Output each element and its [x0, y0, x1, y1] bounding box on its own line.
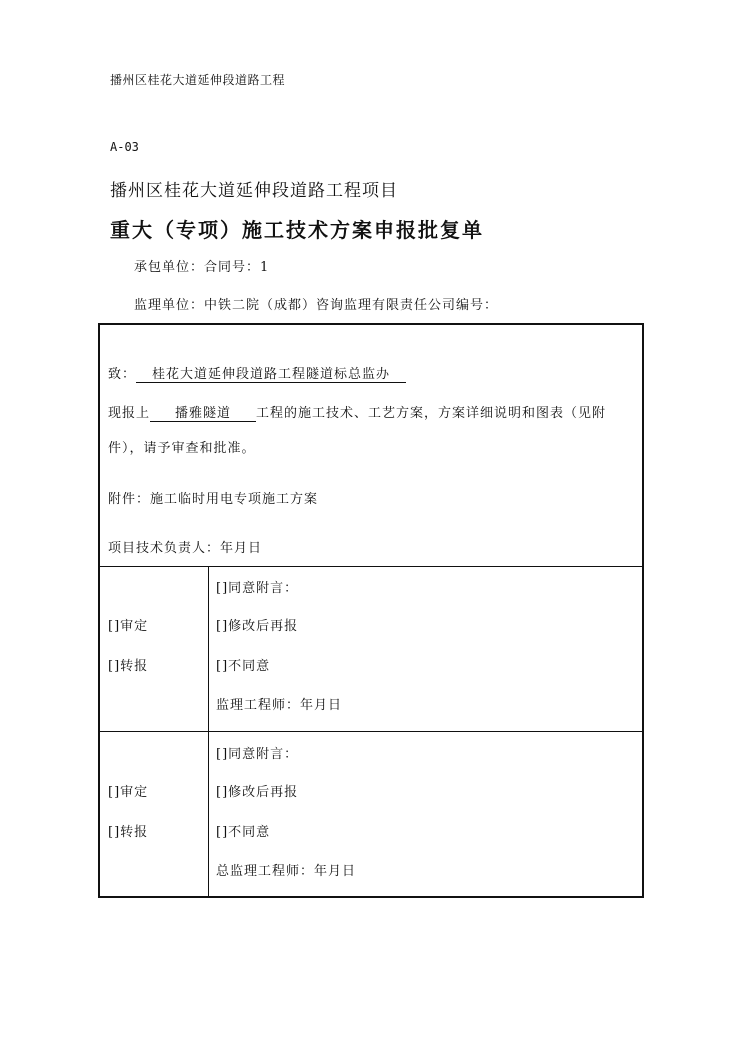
project-name: 播州区桂花大道延伸段道路工程项目	[110, 181, 398, 201]
running-header: 播州区桂花大道延伸段道路工程	[110, 73, 286, 87]
agree-checkbox[interactable]: []同意附言：	[216, 581, 299, 596]
disagree-checkbox[interactable]: []不同意	[216, 659, 271, 674]
forward-checkbox[interactable]: []转报	[108, 659, 149, 674]
supervisor-line: 监理单位：中铁二院（成都）咨询监理有限责任公司编号：	[134, 298, 499, 313]
agree-checkbox[interactable]: []同意附言：	[216, 747, 299, 762]
revise-checkbox[interactable]: []修改后再报	[216, 619, 299, 634]
report-continuation: 件），请予审查和批准。	[108, 441, 256, 456]
tech-lead-signature: 项目技术负责人：年月日	[108, 541, 263, 556]
column-divider	[208, 566, 209, 896]
forward-checkbox[interactable]: []转报	[108, 825, 149, 840]
divider-line	[100, 731, 642, 732]
review-checkbox[interactable]: []审定	[108, 785, 149, 800]
review-checkbox[interactable]: []审定	[108, 619, 149, 634]
addressee-row	[108, 363, 406, 383]
engineer-signature: 监理工程师：年月日	[216, 698, 343, 713]
contractor-line: 承包单位：合同号：1	[134, 260, 270, 275]
attachment-line: 附件：施工临时用电专项施工方案	[108, 492, 319, 507]
approval-form	[98, 323, 644, 898]
chief-engineer-signature: 总监理工程师：年月日	[216, 864, 357, 879]
report-prefix: 现报上	[108, 406, 151, 421]
document-code: A-03	[110, 140, 139, 154]
addressee-value: 桂花大道延伸段道路工程隧道标总监办	[136, 363, 406, 383]
divider-line	[100, 566, 642, 567]
addressee-prefix: 致：	[108, 367, 137, 382]
document-title: 重大（专项）施工技术方案申报批复单	[110, 218, 484, 242]
report-project-value: 播雅隧道	[150, 402, 256, 422]
disagree-checkbox[interactable]: []不同意	[216, 825, 271, 840]
report-suffix: 工程的施工技术、工艺方案，方案详细说明和图表（见附	[256, 406, 607, 421]
revise-checkbox[interactable]: []修改后再报	[216, 785, 299, 800]
report-row	[108, 402, 606, 422]
